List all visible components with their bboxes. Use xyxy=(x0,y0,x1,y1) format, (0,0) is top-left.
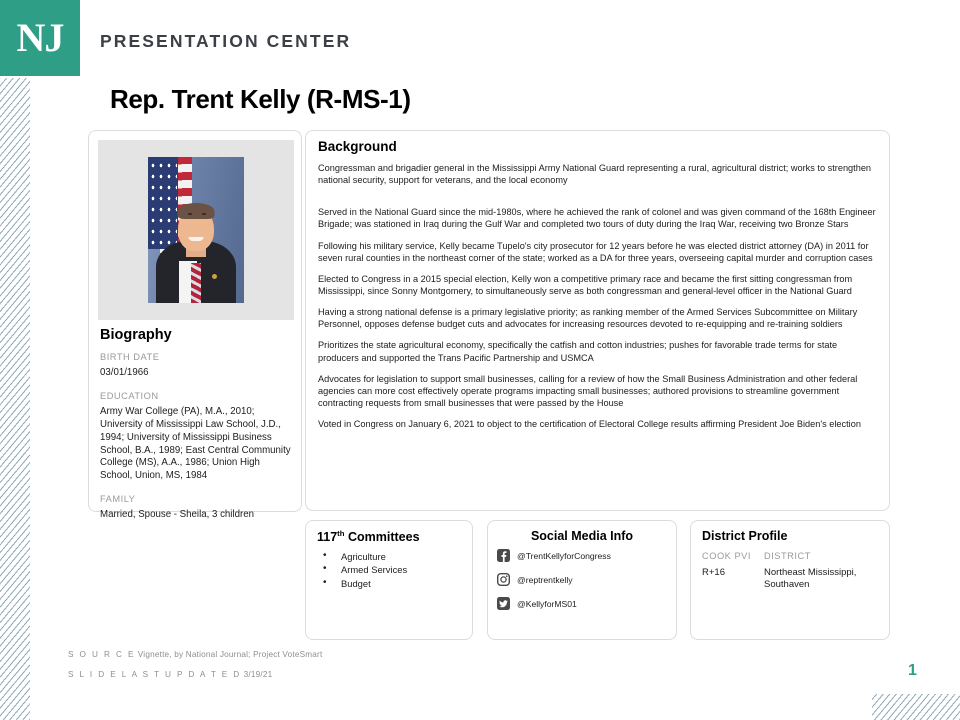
cook-pvi-value: R+16 xyxy=(702,567,725,578)
nj-logo xyxy=(0,0,80,76)
facebook-handle: @TrentKellyforCongress xyxy=(517,550,611,561)
source-value: Vignette, by National Journal; Project VoteSmart xyxy=(137,650,323,659)
background-paragraph: Congressman and brigadier general in the Mississippi Army National Guard representing a rural, agricultural district; works to strengthen national security, support for veterans, and the local economy xyxy=(318,163,872,186)
background-paragraph-list xyxy=(318,162,878,439)
presentation-center-title: PRESENTATION CENTER xyxy=(100,31,352,51)
list-item[interactable] xyxy=(497,597,668,610)
slide-updated-label: S L I D E L A S T U P D A T E D xyxy=(68,670,242,679)
background-paragraph: Prioritizes the state agricultural economy, specifically the catfish and cotton industries; pushes for favorable trade terms for state producers and supported the Trans Pacific Partnership and USMCA xyxy=(318,340,838,363)
district-value: Northeast Mississippi, Southaven xyxy=(764,567,857,591)
twitter-handle: @KellyforMS01 xyxy=(517,598,577,609)
facebook-icon xyxy=(497,549,510,562)
background-heading: Background xyxy=(318,139,397,154)
list-item: • Agriculture xyxy=(319,550,407,563)
background-paragraph: Having a strong national defense is a primary legislative priority; as ranking member of the Armed Services Subcommittee on Military Personnel, opposes defense budget cuts and advocates for increasing resources devoted to re-equipping and re-training soldiers xyxy=(318,307,858,330)
twitter-icon xyxy=(497,597,510,610)
district-profile-card xyxy=(690,520,890,640)
background-paragraph: Voted in Congress on January 6, 2021 to object to the certification of Electoral College results affirming President Joe Biden's election xyxy=(318,419,861,430)
cook-pvi-label: COOK PVI xyxy=(702,551,751,561)
decorative-hatch-bottom-right xyxy=(872,694,960,720)
background-card xyxy=(305,130,890,511)
birth-date-value: 03/01/1966 xyxy=(100,367,149,378)
birth-date-label: BIRTH DATE xyxy=(100,352,160,362)
committees-ordinal: th xyxy=(337,529,345,538)
page-number: 1 xyxy=(908,662,917,679)
biography-heading: Biography xyxy=(100,327,172,343)
page-title: Rep. Trent Kelly (R-MS-1) xyxy=(110,84,411,114)
decorative-hatch-left xyxy=(0,78,30,720)
list-item: • Armed Services xyxy=(319,563,407,576)
education-label: EDUCATION xyxy=(100,390,159,401)
source-line xyxy=(68,650,322,659)
portrait-photo xyxy=(98,140,294,320)
slide-updated-value: 3/19/21 xyxy=(243,670,273,679)
committees-heading xyxy=(317,529,420,544)
family-value: Married, Spouse - Sheila, 3 children xyxy=(100,509,255,521)
list-item[interactable] xyxy=(497,573,668,586)
slide-updated-line xyxy=(68,670,272,679)
social-media-list xyxy=(497,549,668,621)
committees-congress-number: 117 xyxy=(317,530,338,545)
background-paragraph: Served in the National Guard since the mid-1980s, where he achieved the rank of colonel and was given command of the 168th Engineer Brigade; was stationed in Iraq during the Gulf War and completed two tours of duty during the Iraq War, receiving two Bronze Stars xyxy=(318,207,876,230)
committees-list xyxy=(319,550,407,590)
biography-card xyxy=(88,130,302,521)
background-paragraph: Following his military service, Kelly became Tupelo's city prosecutor for 12 years before he was elected district attorney (DA) in 2011 for seven rural counties in the northeast corner of the state; worked as a DA for three years, overseeing capital murder and corruption cases xyxy=(318,240,873,263)
source-label: S O U R C E xyxy=(68,650,136,659)
instagram-handle: @reptrentkelly xyxy=(517,574,573,585)
table-header-row xyxy=(702,551,880,567)
list-item[interactable] xyxy=(497,549,668,562)
background-paragraph: Elected to Congress in a 2015 special election, Kelly won a competitive primary race and became the first sitting congressman from Mississippi, since Sonny Montgomery, to simultaneously serve as both congressman and general-level officer in the National Guard xyxy=(318,273,853,296)
list-item: • Budget xyxy=(319,577,407,590)
education-value: Army War College (PA), M.A., 2010; University of Mississippi Law School, J.D., 1994; University of Mississippi Business School, B.A., 1989; East Central Community College (MS), A.A., 1986; Union High School, Union, MS, 1984 xyxy=(100,405,291,482)
committees-card xyxy=(305,520,473,640)
background-paragraph: Advocates for legislation to support small businesses, calling for a review of how the Small Business Administration and other federal agencies can more cost effectively operate programs impacting small businesses; authored provisions to streamline government contracting requests from small businesses that were passed by the House xyxy=(318,373,858,408)
portrait-image xyxy=(148,157,244,303)
district-profile-heading: District Profile xyxy=(702,529,788,543)
district-profile-table xyxy=(702,551,880,592)
nj-logo-text: NJ xyxy=(16,15,64,60)
social-media-card xyxy=(487,520,677,640)
social-media-heading: Social Media Info xyxy=(530,529,634,543)
committees-heading-rest: Committees xyxy=(344,530,420,545)
instagram-icon xyxy=(497,573,510,586)
table-row xyxy=(702,567,880,592)
family-label: FAMILY xyxy=(100,494,136,505)
district-label: DISTRICT xyxy=(764,551,811,561)
